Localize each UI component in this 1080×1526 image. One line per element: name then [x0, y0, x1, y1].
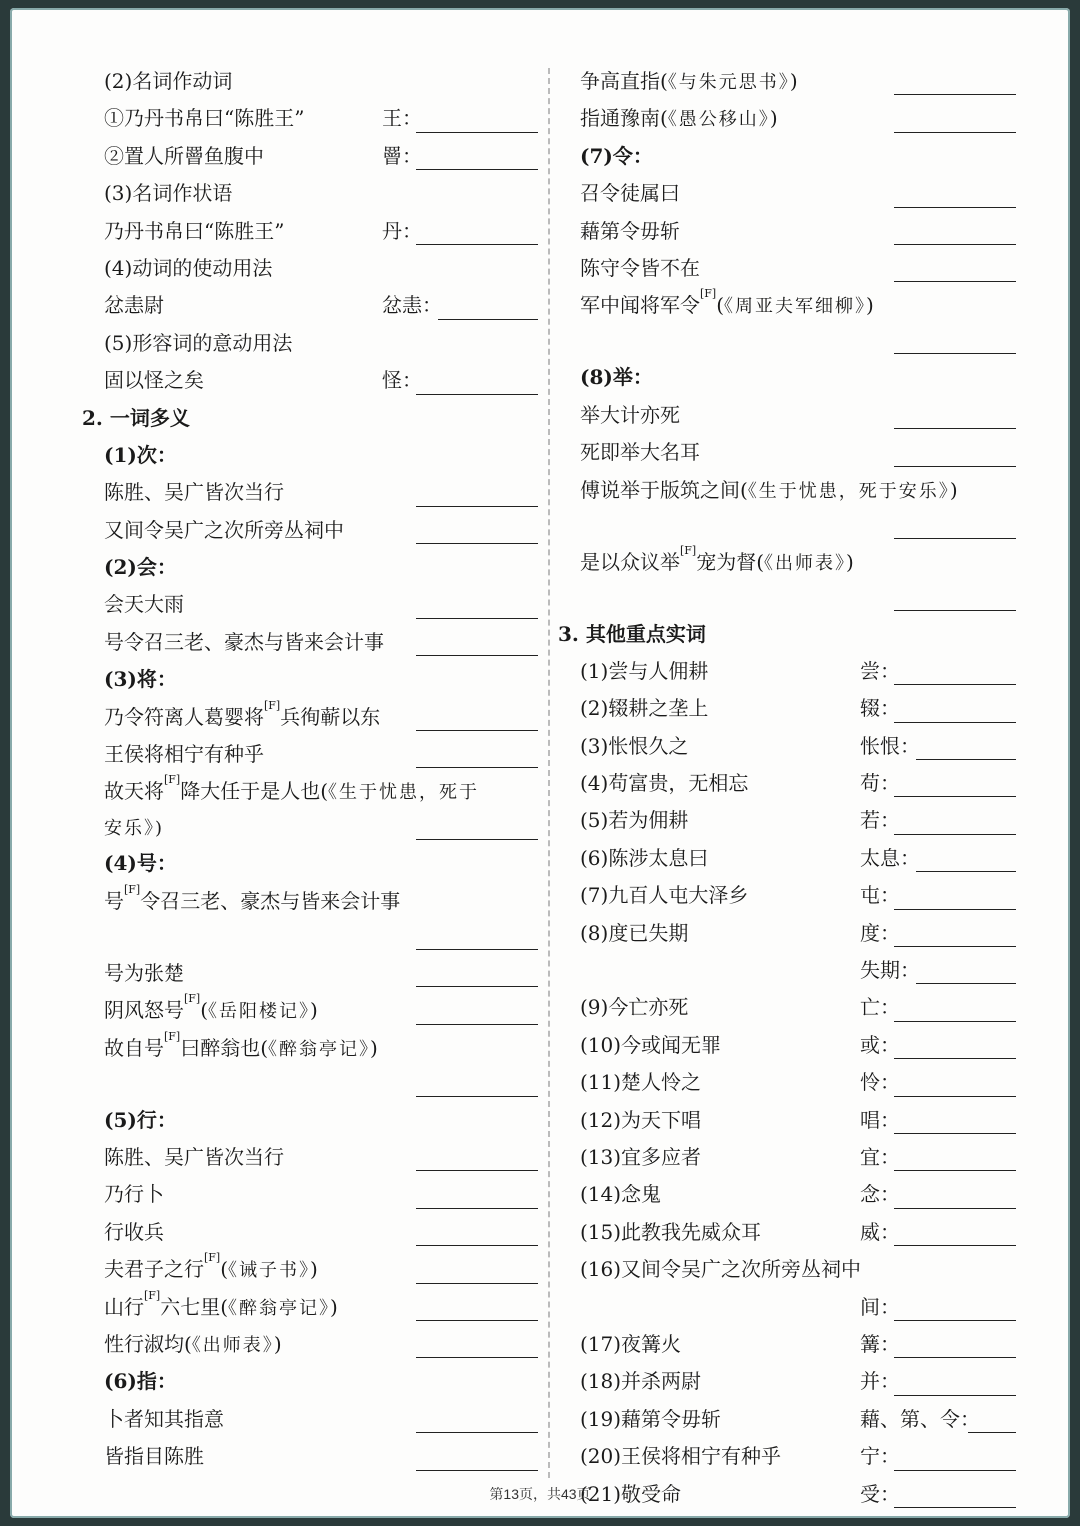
item-text: (2)会： [104, 555, 177, 580]
exercise-item [558, 878, 1018, 915]
item-text: ) [769, 106, 778, 131]
answer-blank[interactable] [894, 1245, 1016, 1246]
item-text: 指通豫南( [580, 106, 668, 131]
exercise-item [558, 1140, 1018, 1177]
item-text: (3)将： [104, 667, 177, 692]
exercise-item [558, 101, 1018, 138]
document-page [10, 8, 1070, 1518]
source-title: 安乐》) [104, 818, 165, 840]
item-text: 乃令符离人葛婴将 [104, 704, 264, 729]
answer-blank[interactable] [416, 132, 538, 133]
term-label: 宜： [860, 1144, 900, 1169]
answer-blank[interactable] [416, 1357, 538, 1358]
exercise-item [558, 288, 1018, 360]
item-text: (20)王侯将相宁有种乎 [580, 1444, 782, 1469]
source-title: 《出师表》 [764, 552, 847, 574]
answer-blank[interactable] [416, 1096, 538, 1097]
term-label: 苟： [860, 771, 900, 796]
item-text: ) [866, 293, 874, 318]
item-text: 乃行卜 [104, 1182, 164, 1207]
term-label: 失期： [860, 958, 920, 983]
answer-blank[interactable] [416, 949, 538, 950]
answer-blank[interactable] [894, 132, 1016, 133]
answer-blank[interactable] [416, 655, 538, 656]
term-label: 屯： [860, 883, 900, 908]
term-label: 太息： [860, 845, 920, 870]
term-label: 藉、第、令： [860, 1406, 980, 1431]
source-title: 《岳阳楼记》 [208, 1001, 311, 1023]
item-text: 阴风怒号 [104, 998, 184, 1023]
answer-blank[interactable] [894, 1133, 1016, 1134]
answer-blank[interactable] [416, 1208, 538, 1209]
exercise-item [82, 1177, 542, 1214]
item-text: 故天将 [104, 779, 164, 804]
answer-blank[interactable] [416, 1283, 538, 1284]
item-text: (4)号： [104, 851, 177, 876]
term-label: 罾： [382, 143, 422, 168]
exercise-item [558, 214, 1018, 251]
item-text: (21)敬受命 [580, 1481, 682, 1506]
answer-blank[interactable] [416, 767, 538, 768]
exercise-item [82, 1031, 542, 1103]
item-text: (17)夜篝火 [580, 1331, 682, 1356]
answer-blank[interactable] [416, 169, 538, 170]
item-text: ( [716, 293, 725, 318]
item-text: (5)若为佣耕 [580, 808, 689, 833]
exercise-item [82, 956, 542, 993]
exercise-item [558, 1215, 1018, 1252]
item-text: 号令召三老、豪杰与皆来会计事 [104, 629, 384, 654]
item-text: (11)楚人怜之 [580, 1070, 702, 1095]
item-text: ) [310, 998, 318, 1023]
term-label: 间： [860, 1294, 900, 1319]
item-text: 陈胜、吴广皆次当行 [104, 480, 284, 505]
answer-blank[interactable] [894, 428, 1016, 429]
exercise-item [82, 1402, 542, 1439]
item-text: 曰醉翁也( [180, 1035, 269, 1060]
exercise-item [558, 654, 1018, 691]
source-title: 《生于忧患，死于 [328, 782, 480, 804]
item-text: 军中闻将军令 [580, 293, 700, 318]
footnote-marker: [F] [184, 992, 201, 1006]
answer-blank[interactable] [894, 1357, 1016, 1358]
item-text: ) [846, 549, 854, 574]
item-text: (5)形容词的意动用法 [104, 330, 293, 355]
source-title: 《周亚夫军细柳》 [724, 296, 867, 318]
item-text: (5)行： [104, 1107, 177, 1132]
item-text: 故自号 [104, 1035, 164, 1060]
exercise-item [82, 774, 542, 846]
exercise-item [558, 1252, 1018, 1289]
footnote-marker: [F] [700, 287, 717, 301]
term-label: 唱： [860, 1107, 900, 1132]
answer-blank[interactable] [416, 618, 538, 619]
answer-blank[interactable] [416, 1170, 538, 1171]
item-text: 号 [104, 888, 124, 913]
section-heading [558, 617, 1018, 654]
answer-blank[interactable] [894, 722, 1016, 723]
item-text: 乃丹书帛曰“陈胜王” [104, 218, 285, 243]
exercise-item [82, 625, 542, 662]
item-text: ①乃丹书帛曰“陈胜王” [104, 106, 305, 131]
answer-blank[interactable] [416, 244, 538, 245]
exercise-item [558, 1177, 1018, 1214]
subheading [82, 64, 542, 101]
term-label: 宁： [860, 1444, 900, 1469]
answer-blank[interactable] [894, 909, 1016, 910]
term-label: 辍： [860, 696, 900, 721]
source-title: 《醉翁亭记》 [268, 1038, 371, 1060]
item-text: 陈守令皆不在 [580, 255, 700, 280]
item-text: (12)为天下唱 [580, 1107, 702, 1132]
item-text: (10)今或闻无罪 [580, 1032, 722, 1057]
item-text: (7)令： [580, 143, 653, 168]
exercise-item [558, 1065, 1018, 1102]
subheading [558, 139, 1018, 176]
answer-blank[interactable] [916, 983, 1016, 984]
answer-blank[interactable] [894, 1021, 1016, 1022]
source-title: 《出师表》 [191, 1334, 274, 1356]
item-text: ) [789, 69, 798, 93]
exercise-item [82, 1327, 542, 1364]
item-text: 夫君子之行 [104, 1257, 204, 1282]
term-label: 王： [382, 106, 422, 131]
item-text: 宠为督( [696, 549, 765, 574]
item-text: 皆指目陈胜 [104, 1444, 204, 1469]
answer-blank[interactable] [894, 466, 1016, 467]
item-text: ) [330, 1294, 338, 1319]
exercise-item [82, 363, 542, 400]
answer-blank[interactable] [894, 94, 1016, 95]
term-label: 受： [860, 1481, 900, 1506]
footnote-marker: [F] [680, 543, 697, 557]
exercise-item [82, 1252, 542, 1289]
exercise-item [558, 1439, 1018, 1476]
answer-blank[interactable] [416, 506, 538, 507]
answer-blank[interactable] [894, 207, 1016, 208]
subheading [82, 176, 542, 213]
answer-blank[interactable] [894, 538, 1016, 539]
subheading [82, 846, 542, 883]
item-text: ( [200, 998, 209, 1023]
item-text: ) [949, 477, 958, 502]
item-text: 六七里( [160, 1294, 229, 1319]
term-label: 念： [860, 1182, 900, 1207]
source-title: 《生于忧患，死于安乐》 [747, 480, 950, 502]
item-text: 卜者知其指意 [104, 1406, 224, 1431]
exercise-item [82, 700, 542, 737]
item-text: 藉第令毋斩 [580, 218, 680, 243]
answer-blank[interactable] [894, 1208, 1016, 1209]
term-label: 并： [860, 1369, 900, 1394]
exercise-item [558, 916, 1018, 953]
item-text: ) [310, 1257, 318, 1282]
exercise-item [558, 1327, 1018, 1364]
exercise-item [558, 841, 1018, 878]
item-text: 陈胜、吴广皆次当行 [104, 1144, 284, 1169]
exercise-item [558, 545, 1018, 617]
footnote-marker: [F] [124, 882, 141, 896]
item-text: 会天大雨 [104, 592, 184, 617]
item-text: (6)陈涉太息曰 [580, 845, 709, 870]
exercise-item [82, 513, 542, 550]
item-text: 降大任于是人也( [180, 779, 329, 804]
item-text: ) [273, 1331, 282, 1356]
answer-blank[interactable] [416, 394, 538, 395]
exercise-item [82, 884, 542, 956]
item-text: (14)念鬼 [580, 1182, 662, 1207]
answer-blank[interactable] [968, 1432, 1016, 1433]
item-text: 召令徒属曰 [580, 181, 680, 206]
column-divider [548, 68, 550, 1478]
exercise-item [82, 214, 542, 251]
item-text: 又间令吴广之次所旁丛祠中 [104, 517, 344, 542]
answer-blank[interactable] [416, 1432, 538, 1433]
source-title: 《醉翁亭记》 [228, 1297, 331, 1319]
exercise-item [558, 1290, 1018, 1327]
footnote-marker: [F] [144, 1288, 161, 1302]
term-label: 若： [860, 808, 900, 833]
source-title: 《诫子书》 [228, 1260, 311, 1282]
exercise-item [558, 251, 1018, 288]
item-text: ) [370, 1035, 378, 1060]
right-column [558, 64, 1018, 1514]
exercise-item [558, 990, 1018, 1027]
term-label: 怅恨： [860, 733, 920, 758]
subheading [82, 662, 542, 699]
item-text: 兵徇蕲以东 [280, 704, 381, 729]
answer-blank[interactable] [416, 986, 538, 987]
exercise-item [82, 1215, 542, 1252]
item-text: 2. 一词多义 [82, 405, 190, 430]
subheading [82, 1103, 542, 1140]
item-text: (8)度已失期 [580, 920, 689, 945]
answer-blank[interactable] [894, 281, 1016, 282]
subheading [82, 438, 542, 475]
exercise-item [558, 176, 1018, 213]
item-text: (7)九百人屯大泽乡 [580, 883, 749, 908]
answer-blank[interactable] [894, 1096, 1016, 1097]
item-text: ②置人所罾鱼腹中 [104, 143, 264, 168]
exercise-item [558, 1402, 1018, 1439]
term-label: 威： [860, 1219, 900, 1244]
item-text: (8)举： [580, 365, 653, 390]
exercise-item [82, 587, 542, 624]
source-title: 《与朱元思书》 [667, 72, 790, 93]
answer-blank[interactable] [894, 1170, 1016, 1171]
item-text: (19)藉第令毋斩 [580, 1406, 722, 1431]
answer-blank[interactable] [894, 834, 1016, 835]
answer-blank[interactable] [894, 1058, 1016, 1059]
item-text: (3)怅恨久之 [580, 733, 689, 758]
answer-blank[interactable] [894, 610, 1016, 611]
item-text: ( [220, 1257, 229, 1282]
answer-blank[interactable] [894, 946, 1016, 947]
exercise-item [558, 803, 1018, 840]
answer-blank[interactable] [416, 1024, 538, 1025]
term-label: 丹： [382, 218, 422, 243]
answer-blank[interactable] [916, 871, 1016, 872]
answer-blank[interactable] [894, 244, 1016, 245]
item-text: 性行淑均( [104, 1331, 192, 1356]
item-text: 王侯将相宁有种乎 [104, 742, 264, 767]
answer-blank[interactable] [416, 730, 538, 731]
answer-blank[interactable] [894, 1470, 1016, 1471]
item-text: (1)次： [104, 442, 177, 467]
item-text: (4)动词的使动用法 [104, 255, 273, 280]
answer-blank[interactable] [894, 1320, 1016, 1321]
answer-blank[interactable] [894, 684, 1016, 685]
item-text: (6)指： [104, 1369, 177, 1394]
item-text: (13)宜多应者 [580, 1144, 702, 1169]
term-label: 忿恚： [382, 293, 442, 318]
item-text: 号为张楚 [104, 960, 184, 985]
left-column [82, 64, 542, 1477]
item-text: 是以众议举 [580, 549, 680, 574]
subheading [82, 1364, 542, 1401]
exercise-item [82, 1290, 542, 1327]
answer-blank[interactable] [438, 319, 538, 320]
item-text: 死即举大名耳 [580, 440, 700, 465]
exercise-item [558, 729, 1018, 766]
answer-blank[interactable] [416, 1320, 538, 1321]
exercise-item [82, 288, 542, 325]
exercise-item [82, 475, 542, 512]
item-text: (2)辍耕之垄上 [580, 696, 709, 721]
answer-blank[interactable] [916, 759, 1016, 760]
term-label: 亡： [860, 995, 900, 1020]
subheading [82, 251, 542, 288]
item-text: 举大计亦死 [580, 402, 680, 427]
term-label: 篝： [860, 1331, 900, 1356]
subheading [82, 550, 542, 587]
answer-blank[interactable] [416, 1470, 538, 1471]
answer-blank[interactable] [894, 1395, 1016, 1396]
exercise-item [558, 1028, 1018, 1065]
answer-blank[interactable] [894, 796, 1016, 797]
footnote-marker: [F] [164, 1029, 181, 1043]
item-text: 3. 其他重点实词 [558, 621, 706, 646]
item-text: (1)尝与人佣耕 [580, 658, 709, 683]
term-label: 或： [860, 1032, 900, 1057]
section-heading [82, 401, 542, 438]
source-title: 《愚公移山》 [667, 109, 770, 131]
item-text: (9)今亡亦死 [580, 995, 689, 1020]
exercise-item [558, 473, 1018, 545]
exercise-item [82, 101, 542, 138]
exercise-item [558, 435, 1018, 472]
item-text: 忿恚尉 [104, 293, 164, 318]
footnote-marker: [F] [164, 773, 181, 787]
exercise-item [82, 1140, 542, 1177]
answer-blank[interactable] [894, 1507, 1016, 1508]
answer-blank[interactable] [416, 839, 538, 840]
exercise-item [82, 993, 542, 1030]
item-text: (2)名词作动词 [104, 69, 233, 93]
item-text: 行收兵 [104, 1219, 164, 1244]
exercise-item [82, 737, 542, 774]
term-label: 怜： [860, 1070, 900, 1095]
item-text: 令召三老、豪杰与皆来会计事 [140, 888, 401, 913]
footnote-marker: [F] [204, 1251, 221, 1265]
item-text: (3)名词作状语 [104, 181, 233, 206]
subheading [558, 360, 1018, 397]
term-label: 度： [860, 920, 900, 945]
item-text: 傅说举于版筑之间( [580, 477, 748, 502]
exercise-item [558, 691, 1018, 728]
term-label: 怪： [382, 368, 422, 393]
exercise-item [558, 766, 1018, 803]
subheading [82, 326, 542, 363]
term-label: 尝： [860, 658, 900, 683]
exercise-item [558, 953, 1018, 990]
exercise-item [558, 1103, 1018, 1140]
item-text: (4)苟富贵，无相忘 [580, 771, 749, 796]
item-text: (16)又间令吴广之次所旁丛祠中 [580, 1257, 862, 1282]
item-text: 争高直指( [580, 69, 668, 93]
answer-blank[interactable] [416, 543, 538, 544]
exercise-item [82, 139, 542, 176]
item-text: 固以怪之矣 [104, 368, 204, 393]
exercise-item [558, 64, 1018, 101]
exercise-item [558, 398, 1018, 435]
item-text: 山行 [104, 1294, 144, 1319]
footnote-marker: [F] [264, 698, 281, 712]
page-footer: 第13页，共43页 [489, 1486, 591, 1502]
answer-blank[interactable] [894, 353, 1016, 354]
item-text: (18)并杀两尉 [580, 1369, 702, 1394]
exercise-item [558, 1364, 1018, 1401]
answer-blank[interactable] [416, 1245, 538, 1246]
item-text: (15)此教我先威众耳 [580, 1219, 762, 1244]
exercise-item [82, 1439, 542, 1476]
